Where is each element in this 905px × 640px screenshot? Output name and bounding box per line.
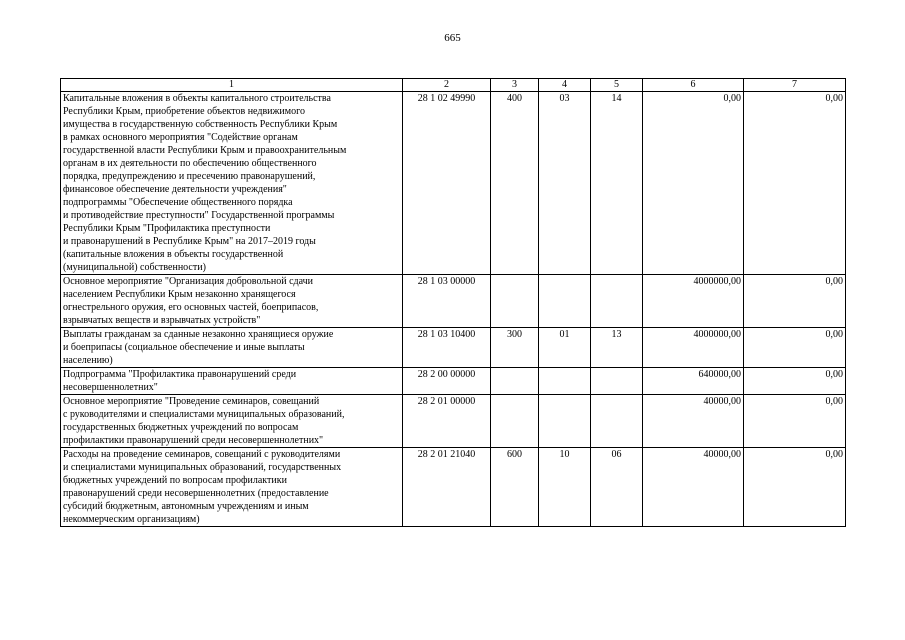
page-number: 665 xyxy=(444,32,461,44)
row-target-code: 28 2 00 00000 xyxy=(403,368,491,395)
row-expense-type xyxy=(491,368,539,395)
row-amount-2: 0,00 xyxy=(744,275,846,328)
row-amount: 0,00 xyxy=(643,92,744,275)
column-header-5: 5 xyxy=(591,79,643,92)
row-section: 10 xyxy=(539,448,591,527)
table-row xyxy=(61,448,846,527)
row-description: Капитальные вложения в объекты капитального строительства Республики Крым, приобретение объектов недвижимого имущества в государственную собственность Республики Крым в рамках основного мероприятия "Содействие органам государственной власти Республики Крым и правоохранительным органам в их деятельности по обеспечению общественного порядка, предупреждению и пресечению правонарушений, финансовое обеспечение деятельности учреждения" подпрограммы "Обеспечение общественного порядка и противодействие преступности" Государственной программы Республики Крым "Профилактика преступности и правонарушений в Республике Крым" на 2017–2019 годы (капитальные вложения в объекты государственной (муниципальной) собственности) xyxy=(61,92,403,275)
row-amount-2: 0,00 xyxy=(744,92,846,275)
row-amount-2: 0,00 xyxy=(744,328,846,368)
table-row xyxy=(61,328,846,368)
column-header-1: 1 xyxy=(61,79,403,92)
row-amount-2: 0,00 xyxy=(744,368,846,395)
row-description: Расходы на проведение семинаров, совещаний с руководителями и специалистами муниципальных образований, государственных бюджетных учреждений по вопросам профилактики правонарушений среди несовершеннолетних (предоставление субсидий бюджетным, автономным учреждениям и иным некоммерческим организациям) xyxy=(61,448,403,527)
row-section xyxy=(539,275,591,328)
row-target-code: 28 1 02 49990 xyxy=(403,92,491,275)
column-header-7: 7 xyxy=(744,79,846,92)
column-header-3: 3 xyxy=(491,79,539,92)
row-amount: 40000,00 xyxy=(643,395,744,448)
row-section: 03 xyxy=(539,92,591,275)
table-row xyxy=(61,395,846,448)
row-target-code: 28 1 03 10400 xyxy=(403,328,491,368)
row-subsection xyxy=(591,275,643,328)
row-description: Основное мероприятие "Проведение семинаров, совещаний с руководителями и специалистами муниципальных образований, государственных бюджетных учреждений по вопросам профилактики правонарушений среди несовершеннолетних" xyxy=(61,395,403,448)
row-amount: 4000000,00 xyxy=(643,328,744,368)
row-expense-type: 300 xyxy=(491,328,539,368)
row-subsection xyxy=(591,395,643,448)
header-row xyxy=(61,79,846,92)
row-expense-type: 600 xyxy=(491,448,539,527)
budget-table xyxy=(60,78,846,527)
row-description: Подпрограмма "Профилактика правонарушений среди несовершеннолетних" xyxy=(61,368,403,395)
row-expense-type xyxy=(491,275,539,328)
row-amount-2: 0,00 xyxy=(744,395,846,448)
row-target-code: 28 2 01 21040 xyxy=(403,448,491,527)
column-header-2: 2 xyxy=(403,79,491,92)
row-section: 01 xyxy=(539,328,591,368)
row-section xyxy=(539,395,591,448)
table-row xyxy=(61,92,846,275)
column-header-6: 6 xyxy=(643,79,744,92)
row-amount: 40000,00 xyxy=(643,448,744,527)
column-header-4: 4 xyxy=(539,79,591,92)
table-row xyxy=(61,275,846,328)
row-target-code: 28 2 01 00000 xyxy=(403,395,491,448)
row-subsection: 06 xyxy=(591,448,643,527)
row-target-code: 28 1 03 00000 xyxy=(403,275,491,328)
table-row xyxy=(61,368,846,395)
row-expense-type: 400 xyxy=(491,92,539,275)
row-amount-2: 0,00 xyxy=(744,448,846,527)
row-expense-type xyxy=(491,395,539,448)
row-amount: 640000,00 xyxy=(643,368,744,395)
row-section xyxy=(539,368,591,395)
row-subsection: 14 xyxy=(591,92,643,275)
row-description: Выплаты гражданам за сданные незаконно хранящиеся оружие и боеприпасы (социальное обеспечение и иные выплаты населению) xyxy=(61,328,403,368)
row-description: Основное мероприятие "Организация добровольной сдачи населением Республики Крым незаконно хранящегося огнестрельного оружия, его основных частей, боеприпасов, взрывчатых веществ и взрывчатых устройств" xyxy=(61,275,403,328)
row-amount: 4000000,00 xyxy=(643,275,744,328)
row-subsection: 13 xyxy=(591,328,643,368)
row-subsection xyxy=(591,368,643,395)
